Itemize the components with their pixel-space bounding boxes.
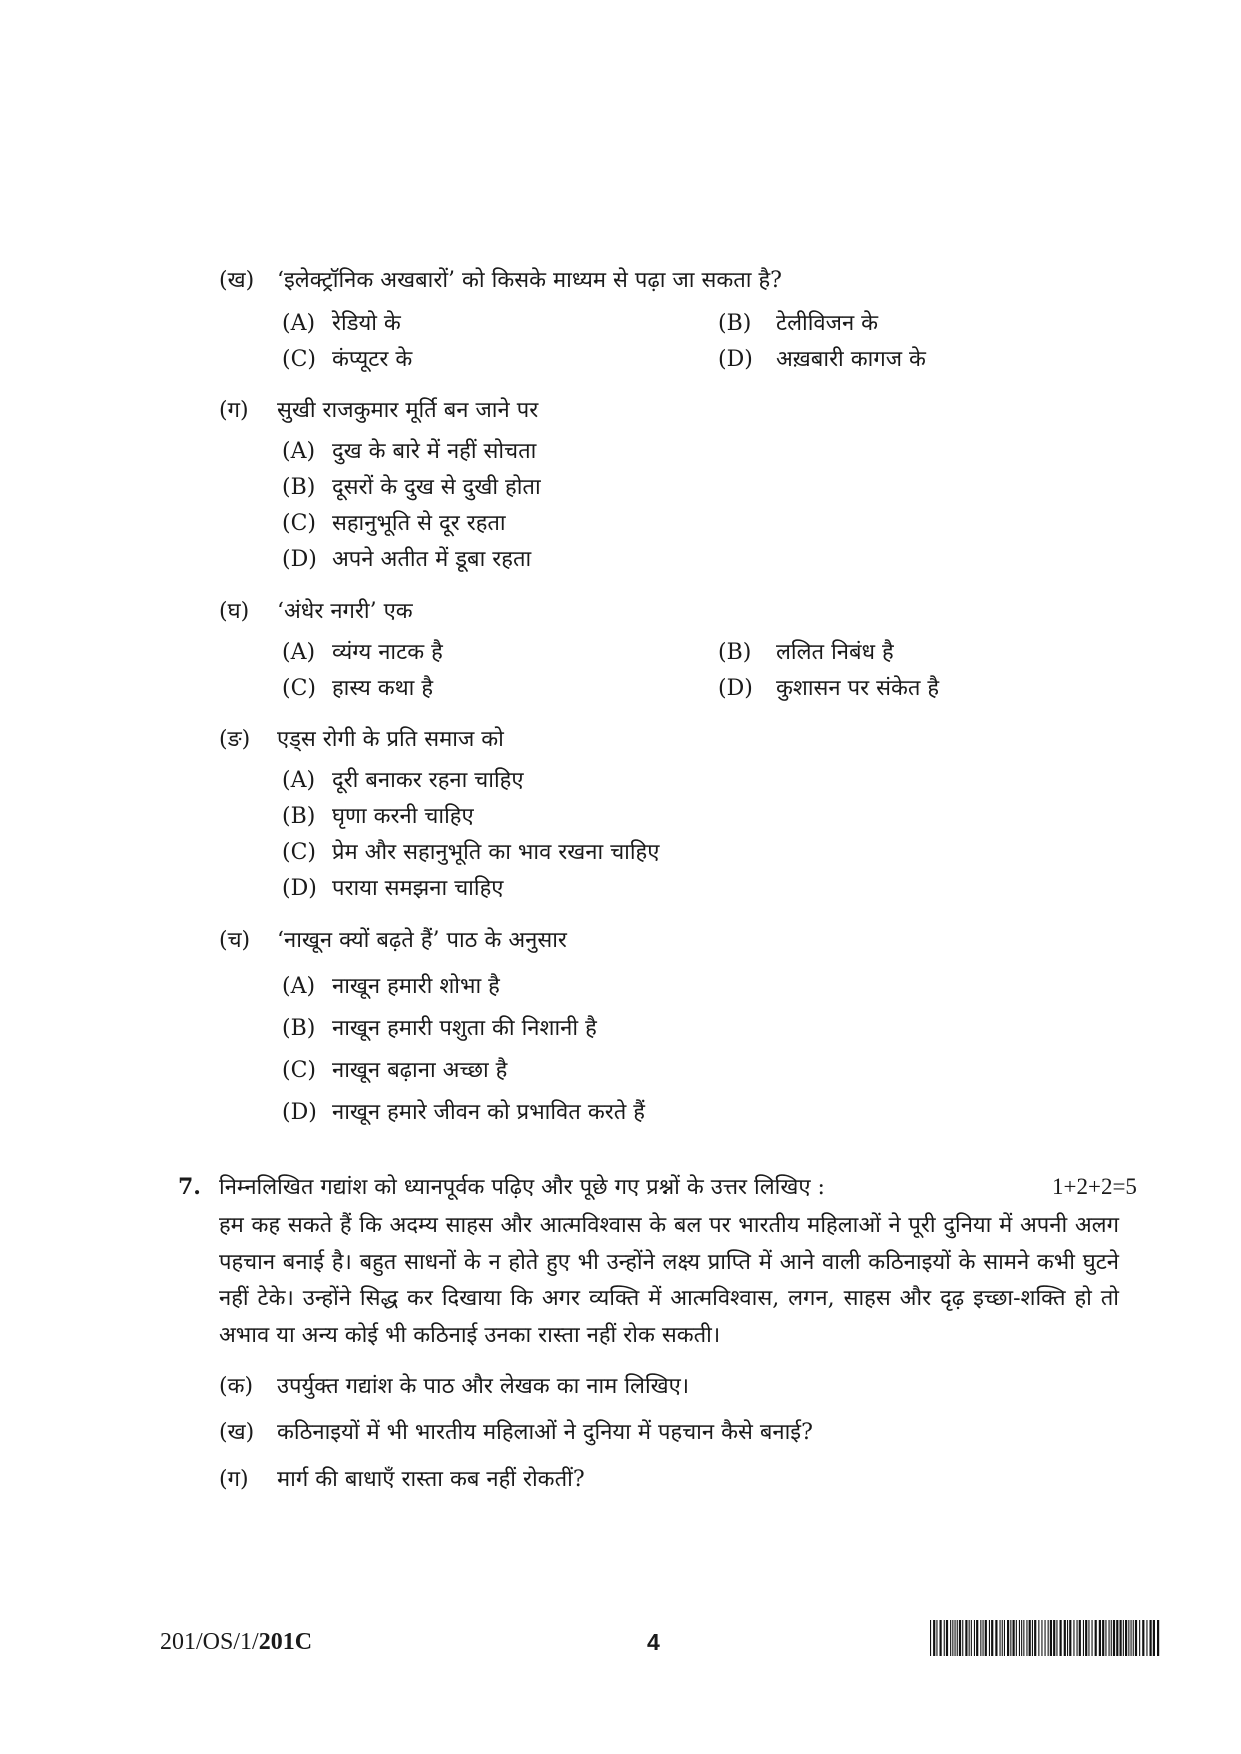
barcode-bar — [1023, 1620, 1024, 1656]
option-d: (D) अपने अतीत में डूबा रहता — [282, 547, 532, 572]
barcode-bar — [991, 1620, 993, 1656]
question-text: एड्स रोगी के प्रति समाज को — [277, 727, 504, 752]
option-b: (B) दूसरों के दुख से दुखी होता — [282, 475, 541, 500]
barcode-bar — [962, 1620, 963, 1656]
barcode-bar — [1034, 1620, 1036, 1656]
barcode-bar — [946, 1620, 948, 1656]
barcode-image — [930, 1620, 1160, 1656]
question-label: (घ) — [219, 599, 250, 624]
question-gha — [219, 597, 413, 627]
barcode-bar — [983, 1620, 984, 1656]
barcode-bar — [1021, 1620, 1022, 1656]
option-d: (D) पराया समझना चाहिए — [282, 876, 504, 901]
barcode-bar — [1038, 1620, 1039, 1656]
option-a: (A) नाखून हमारी शोभा है — [282, 974, 500, 999]
barcode-bar — [1128, 1620, 1129, 1656]
barcode-bar — [952, 1620, 953, 1656]
option-a: (A) दूरी बनाकर रहना चाहिए — [282, 768, 524, 793]
barcode-bar — [1013, 1620, 1015, 1656]
question-7-heading — [178, 1172, 825, 1203]
barcode-bar — [980, 1620, 981, 1656]
question-cha — [219, 926, 567, 956]
option-a: (A) व्यंग्य नाटक है — [282, 640, 443, 665]
barcode-bar — [1142, 1620, 1144, 1656]
option-c: (C) प्रेम और सहानुभूति का भाव रखना चाहिए — [282, 840, 660, 865]
barcode-bar — [989, 1620, 990, 1656]
barcode-bar — [1053, 1620, 1055, 1656]
paper-code: 201/OS/1/201C — [160, 1629, 313, 1655]
barcode-bar — [1045, 1620, 1046, 1656]
barcode-bar — [1099, 1620, 1101, 1656]
barcode-bar — [1146, 1620, 1147, 1656]
question-kha — [219, 266, 782, 296]
barcode-bar — [1095, 1620, 1097, 1656]
question-text: ‘अंधेर नगरी’ एक — [277, 599, 413, 624]
barcode-bar — [1077, 1620, 1078, 1656]
barcode-bar — [1105, 1620, 1106, 1656]
barcode-bar — [1029, 1620, 1031, 1656]
question-label: (ङ) — [219, 727, 251, 752]
option-a: (A) रेडियो के — [282, 311, 401, 336]
barcode-bar — [959, 1620, 961, 1656]
option-a: (A) दुख के बारे में नहीं सोचता — [282, 439, 537, 464]
option-d: (D) कुशासन पर संकेत है — [718, 676, 940, 701]
barcode-bar — [936, 1620, 937, 1656]
barcode-bar — [1153, 1620, 1155, 1656]
barcode-bar — [1135, 1620, 1137, 1656]
barcode-bar — [955, 1620, 956, 1656]
barcode-bar — [1157, 1620, 1159, 1656]
barcode-bar — [1079, 1620, 1081, 1656]
barcode-bar — [1026, 1620, 1027, 1656]
barcode-bar — [1102, 1620, 1104, 1656]
barcode-bar — [933, 1620, 935, 1656]
barcode-bar — [950, 1620, 951, 1656]
question-nga — [219, 725, 504, 755]
question-label: (च) — [219, 928, 251, 953]
barcode-bar — [1131, 1620, 1132, 1656]
barcode-bar — [1056, 1620, 1057, 1656]
option-d: (D) अख़बारी कागज के — [718, 347, 926, 372]
barcode-bar — [995, 1620, 997, 1656]
option-b: (B) टेलीविजन के — [718, 311, 879, 336]
barcode-bar — [1092, 1620, 1093, 1656]
page-number: 4 — [647, 1629, 660, 1655]
sub-question-ga: (ग) मार्ग की बाधाएँ रास्ता कब नहीं रोकतीं? — [219, 1467, 585, 1492]
barcode-bar — [1116, 1620, 1118, 1656]
barcode-bar — [1073, 1620, 1074, 1656]
barcode-bar — [1050, 1620, 1052, 1656]
barcode-bar — [930, 1620, 931, 1656]
option-b: (B) नाखून हमारी पशुता की निशानी है — [282, 1016, 597, 1041]
marks-allocation: 1+2+2=5 — [1052, 1174, 1137, 1199]
question-instruction: निम्नलिखित गद्यांश को ध्यानपूर्वक पढ़िए और पूछे गए प्रश्नों के उत्तर लिखिए : — [219, 1175, 825, 1200]
question-number: 7. — [178, 1174, 201, 1200]
barcode-bar — [957, 1620, 958, 1656]
question-label: (ग) — [219, 398, 249, 423]
barcode-bar — [1109, 1620, 1110, 1656]
barcode-bar — [969, 1620, 970, 1656]
barcode-bar — [1088, 1620, 1089, 1656]
question-text: सुखी राजकुमार मूर्ति बन जाने पर — [277, 398, 539, 423]
barcode-bar — [1069, 1620, 1071, 1656]
barcode-bar — [1120, 1620, 1122, 1656]
barcode-bar — [1032, 1620, 1033, 1656]
barcode-bar — [1113, 1620, 1115, 1656]
question-text: ‘इलेक्ट्रॉनिक अखबारों’ को किसके माध्यम से पढ़ा जा सकता है? — [277, 268, 782, 293]
option-b: (B) ललित निबंध है — [718, 640, 894, 665]
barcode-bar — [944, 1620, 945, 1656]
barcode-bar — [976, 1620, 978, 1656]
barcode-bar — [1060, 1620, 1062, 1656]
sub-question-kha: (ख) कठिनाइयों में भी भारतीय महिलाओं ने दुनिया में पहचान कैसे बनाई? — [219, 1420, 813, 1445]
barcode-bar — [1019, 1620, 1020, 1656]
barcode-bar — [1150, 1620, 1152, 1656]
barcode-bar — [1064, 1620, 1066, 1656]
option-c: (C) सहानुभूति से दूर रहता — [282, 511, 506, 536]
barcode-bar — [1139, 1620, 1140, 1656]
barcode-bar — [1083, 1620, 1084, 1656]
barcode-bar — [1007, 1620, 1009, 1656]
barcode-bar — [1067, 1620, 1068, 1656]
option-b: (B) घृणा करनी चाहिए — [282, 804, 474, 829]
barcode-bar — [1041, 1620, 1042, 1656]
barcode-bar — [1004, 1620, 1005, 1656]
barcode-bar — [1085, 1620, 1087, 1656]
barcode-bar — [940, 1620, 942, 1656]
barcode-bar — [1010, 1620, 1011, 1656]
barcode-bar — [971, 1620, 972, 1656]
barcode-bar — [1125, 1620, 1127, 1656]
question-text: ‘नाखून क्यों बढ़ते हैं’ पाठ के अनुसार — [277, 928, 567, 953]
question-label: (ख) — [219, 268, 255, 293]
option-c: (C) हास्य कथा है — [282, 676, 434, 701]
barcode-bar — [1002, 1620, 1003, 1656]
option-c: (C) नाखून बढ़ाना अच्छा है — [282, 1058, 508, 1083]
barcode-bar — [985, 1620, 987, 1656]
sub-question-ka: (क) उपर्युक्त गद्यांश के पाठ और लेखक का नाम लिखिए। — [219, 1374, 690, 1399]
barcode-bar — [965, 1620, 967, 1656]
barcode-bar — [1123, 1620, 1124, 1656]
passage: हम कह सकते हैं कि अदम्य साहस और आत्मविश्वास के बल पर भारतीय महिलाओं ने पूरी दुनिया में अपनी अलग पहचान बनाई है। बहुत साधनों के न होते हुए भी उन्होंने लक्ष्य प्राप्ति में आने वाली कठिनाइयों के सामने कभी घुटने नहीं टेके। उन्होंने सिद्ध कर दिखाया कि अगर व्यक्ति में आत्मविश्वास, लगन, साहस और दृढ़ इच्छा-शक्ति हो तो अभाव या अन्य कोई भी कठिनाई उनका रास्ता नहीं रोक सकती। — [219, 1213, 1119, 1348]
barcode-bar — [974, 1620, 975, 1656]
barcode-bar — [1111, 1620, 1112, 1656]
barcode-bar — [1133, 1620, 1134, 1656]
barcode-bar — [1016, 1620, 1017, 1656]
question-ga — [219, 396, 538, 426]
option-d: (D) नाखून हमारे जीवन को प्रभावित करते हैं — [282, 1100, 645, 1125]
barcode-bar — [1000, 1620, 1001, 1656]
option-c: (C) कंप्यूटर के — [282, 347, 413, 372]
barcode-bar — [1048, 1620, 1049, 1656]
